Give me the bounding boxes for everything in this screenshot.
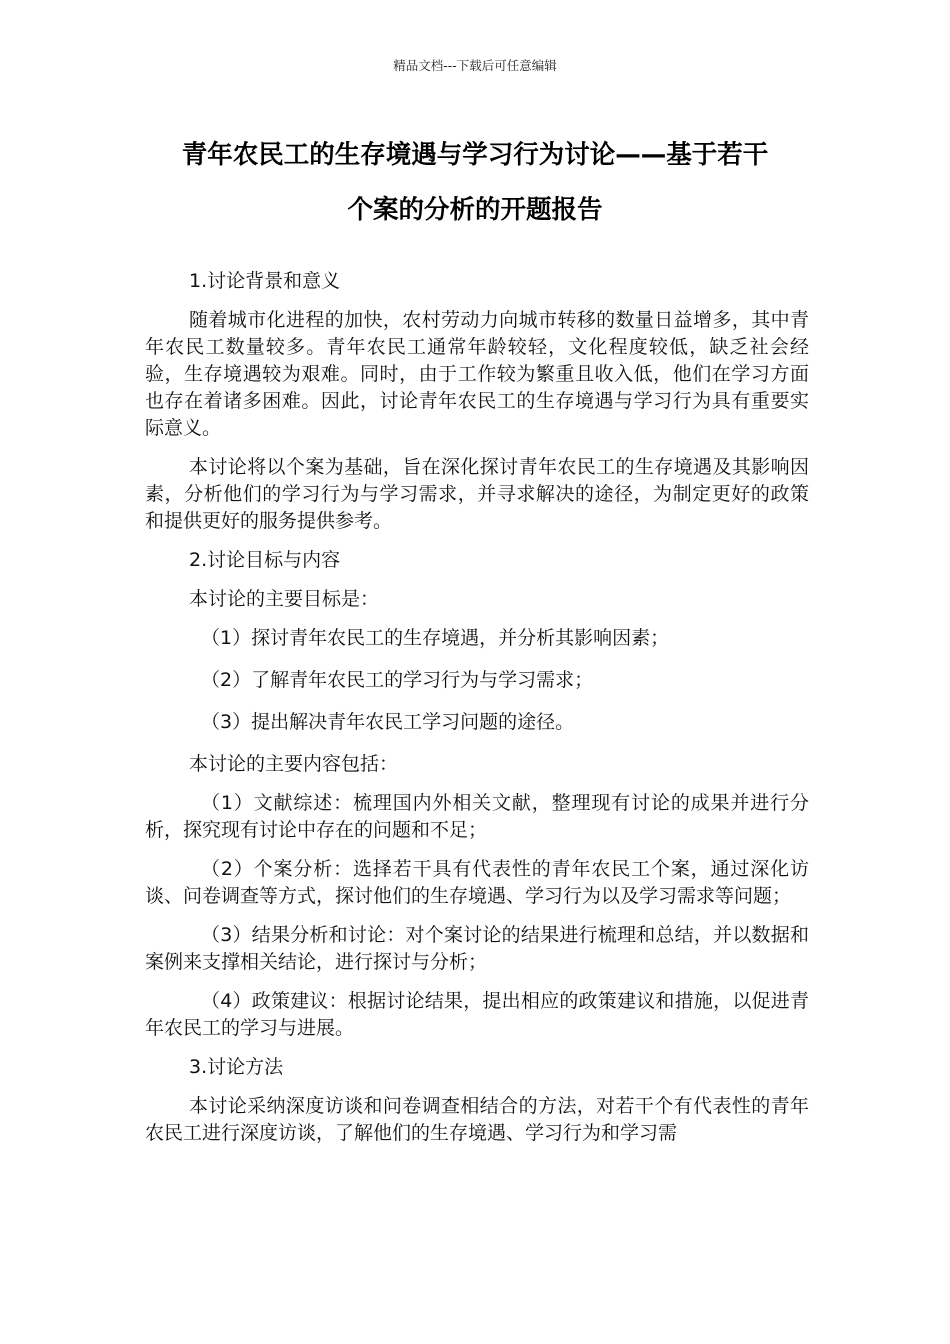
goals-intro: 本讨论的主要目标是： bbox=[189, 588, 380, 610]
goal-item-2: （2）了解青年农民工的学习行为与学习需求； bbox=[201, 669, 594, 691]
header-note: 精品文档---下载后可任意编辑 bbox=[393, 58, 557, 73]
content-item-4: （4）政策建议：根据讨论结果，提出相应的政策建议和措施，以促进青年农民工的学习与进展。 bbox=[145, 990, 809, 1039]
content-item-3: （3）结果分析和讨论：对个案讨论的结果进行梳理和总结，并以数据和案例来支撑相关结论，进行探讨与分析； bbox=[145, 924, 809, 973]
document-title bbox=[140, 128, 810, 238]
title-line-2: 个案的分析的开题报告 bbox=[347, 195, 603, 225]
paragraph-background: 随着城市化进程的加快，农村劳动力向城市转移的数量日益增多，其中青年农民工数量较多。青年农民工通常年龄较轻，文化程度较低，缺乏社会经验，生存境遇较为艰难。同时，由于工作较为繁重且收入低，他们在学习方面也存在着诸多困难。因此，讨论青年农民工的生存境遇与学习行为具有重要实际意义。 bbox=[145, 309, 809, 439]
section-heading-goals: 2.讨论目标与内容 bbox=[189, 549, 341, 571]
paragraph-purpose: 本讨论将以个案为基础，旨在深化探讨青年农民工的生存境遇及其影响因素，分析他们的学习行为与学习需求，并寻求解决的途径，为制定更好的政策和提供更好的服务提供参考。 bbox=[145, 456, 809, 532]
content-item-1: （1）文献综述：梳理国内外相关文献，整理现有讨论的成果并进行分析，探究现有讨论中存在的问题和不足； bbox=[145, 792, 809, 841]
section-heading-background: 1.讨论背景和意义 bbox=[189, 270, 341, 292]
goal-item-1: （1）探讨青年农民工的生存境遇，并分析其影响因素； bbox=[201, 627, 670, 649]
document-body bbox=[145, 268, 809, 1159]
goal-item-3: （3）提出解决青年农民工学习问题的途径。 bbox=[201, 711, 575, 733]
paragraph-method: 本讨论采纳深度访谈和问卷调查相结合的方法，对若干个有代表性的青年农民工进行深度访谈，了解他们的生存境遇、学习行为和学习需 bbox=[145, 1095, 809, 1144]
title-line-1: 青年农民工的生存境遇与学习行为讨论——基于若干 bbox=[181, 140, 769, 170]
section-heading-method: 3.讨论方法 bbox=[189, 1056, 284, 1078]
content-item-2: （2）个案分析：选择若干具有代表性的青年农民工个案，通过深化访谈、问卷调查等方式，探讨他们的生存境遇、学习行为以及学习需求等问题； bbox=[145, 858, 809, 907]
content-intro: 本讨论的主要内容包括： bbox=[189, 753, 399, 775]
